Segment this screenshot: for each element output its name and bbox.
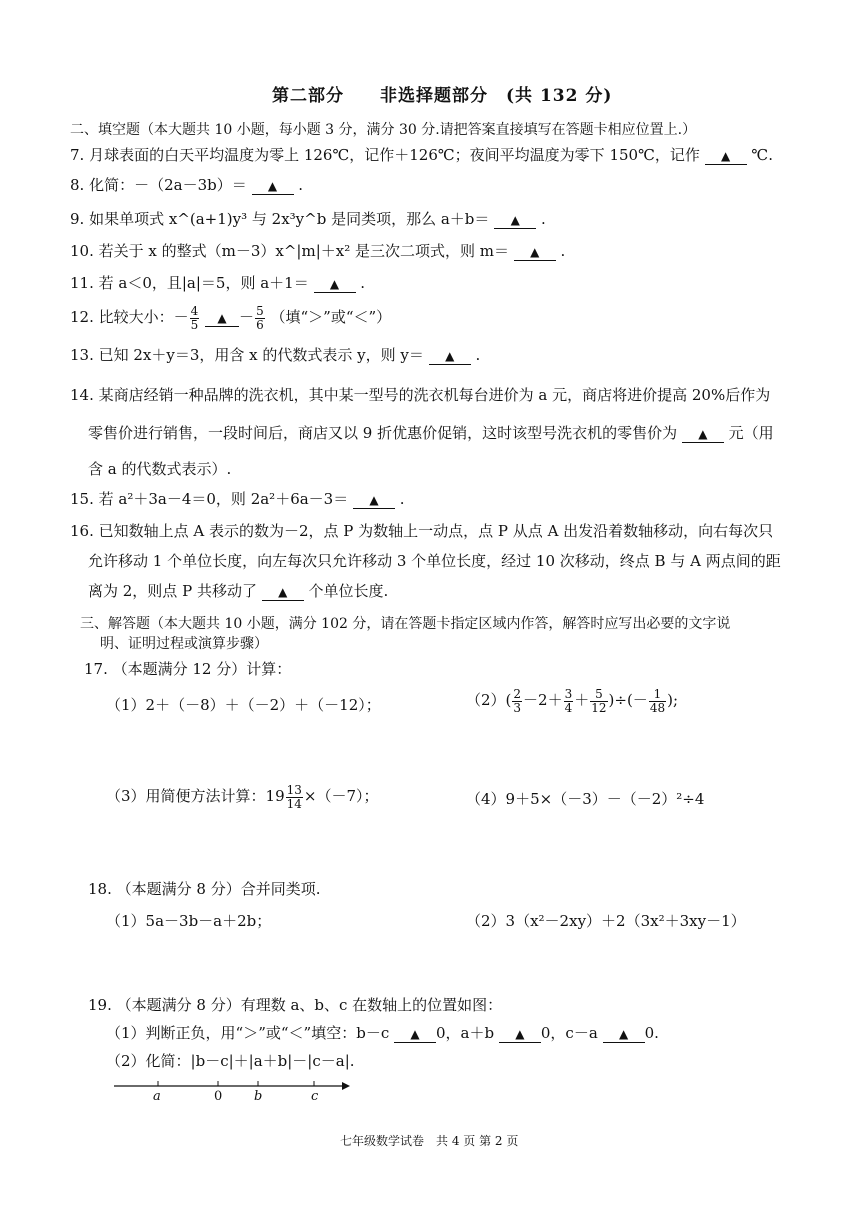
q17-p2-prefix: （2）( [466,691,512,710]
q17-p2-mid3: )÷(－ [608,691,648,710]
q17-p2-tail: ); [667,691,678,710]
question-8 [70,176,303,195]
axis-label-a: a [153,1089,161,1104]
question-11-tail: . [360,274,366,292]
q19-p1-c: 0，c－a [540,1024,598,1042]
page-title: 第二部分 非选择题部分 (共 132 分) [272,86,613,106]
question-13-tail: . [475,346,481,364]
section-three-heading-2: 明、证明过程或演算步骤） [100,636,268,652]
question-19-part2: （2）化简：|b－c|＋|a＋b|－|c－a|. [106,1052,355,1070]
question-19-title: 19. （本题满分 8 分）有理数 a、b、c 在数轴上的位置如图： [88,996,503,1014]
axis-label-b: b [254,1089,263,1104]
number-line-arrow [342,1082,350,1090]
question-10-tail: . [560,242,566,260]
q19-p1-a: （1）判断正负，用“＞”或“＜”填空：b－c [106,1024,390,1042]
answer-blank-15: ▲ [353,493,395,509]
question-15 [70,490,405,509]
question-17-part2 [466,688,678,714]
axis-label-c: c [311,1089,319,1104]
question-13-text: 13. 已知 2x＋y＝3，用含 x 的代数式表示 y，则 y＝ [70,346,424,364]
answer-blank-19c: ▲ [603,1027,645,1043]
question-14-line1: 14. 某商店经销一种品牌的洗衣机，其中某一型号的洗衣机每台进价为 a 元，商店将进价提高 20%后作为 [70,386,771,404]
question-7-text: 7. 月球表面的白天平均温度为零上 126℃，记作＋126℃；夜间平均温度为零下 150℃，记作 [70,146,700,164]
question-14-line2-text: 零售价进行销售，一段时间后，商店又以 9 折优惠价促销，这时该型号洗衣机的零售价为 [88,424,678,442]
question-17-part3 [106,784,379,810]
question-16-line3-tail: 个单位长度. [308,582,389,600]
section-three-heading-1: 三、解答题（本大题共 10 小题，满分 102 分，请在答题卡指定区域内作答，解答时应写出必要的文字说 [80,616,731,632]
question-9-text: 9. 如果单项式 x^(a+1)y³ 与 2x³y^b 是同类项，那么 a＋b＝ [70,210,490,228]
question-19-part1 [106,1024,659,1043]
question-9-tail: . [540,210,546,228]
answer-blank-11: ▲ [314,277,356,293]
answer-blank-10: ▲ [514,245,556,261]
question-18-part2: （2）3（x²－2xy）＋2（3x²＋3xy－1） [466,912,746,930]
number-line [110,1074,370,1098]
answer-blank-14: ▲ [682,427,724,443]
question-12-tail: （填“＞”或“＜”） [270,308,392,327]
question-11 [70,274,365,293]
question-16-line2: 允许移动 1 个单位长度，向左每次只允许移动 3 个单位长度，经过 10 次移动，终点 B 与 A 两点间的距 [88,552,781,570]
question-17-part1: （1）2＋（－8）＋（－2）＋（－12）； [106,696,381,714]
question-15-tail: . [399,490,405,508]
question-12 [70,305,391,331]
answer-blank-19b: ▲ [499,1027,541,1043]
question-14-line2-tail: 元（用 [728,424,774,442]
section-two-heading: 二、填空题（本大题共 10 小题，每小题 3 分，满分 30 分.请把答案直接填写在答题卡相应位置上.） [70,122,697,138]
answer-blank-19a: ▲ [394,1027,436,1043]
page-footer: 七年级数学试卷 共 4 页 第 2 页 [340,1134,519,1148]
question-14-line2 [88,424,774,443]
answer-blank-7: ▲ [705,149,747,165]
q17-p2-mid1: －2＋ [523,691,563,710]
question-10 [70,242,565,261]
question-7 [70,146,773,165]
fraction-5-6: $\frac{5}{6}$ [256,304,264,332]
question-11-text: 11. 若 a＜0，且|a|＝5，则 a＋1＝ [70,274,309,292]
question-8-text: 8. 化简：－（2a－3b）＝ [70,176,247,194]
answer-blank-16: ▲ [262,585,304,601]
q17-p3-prefix: （3）用简便方法计算：19 [106,787,285,806]
q19-p1-b: 0，a＋b [436,1024,495,1042]
question-12-prefix: 12. 比较大小：－ [70,308,189,327]
answer-blank-9: ▲ [494,213,536,229]
question-8-tail: . [298,176,304,194]
fraction-1-48: $\frac{1}{48}$ [649,687,666,715]
q17-p3-tail: ×（－7）； [303,787,379,806]
fraction-13-14: $\frac{13}{14}$ [286,783,302,811]
axis-label-0: 0 [214,1089,223,1104]
question-16-line3-text: 离为 2，则点 P 共移动了 [88,582,257,600]
q19-p1-d: 0. [644,1024,659,1042]
question-18-part1: （1）5a－3b－a＋2b； [106,912,272,930]
question-18-title: 18. （本题满分 8 分）合并同类项. [88,880,321,898]
question-15-text: 15. 若 a²＋3a－4＝0，则 2a²＋6a－3＝ [70,490,349,508]
answer-blank-13: ▲ [429,349,471,365]
fraction-5-12: $\frac{5}{12}$ [591,687,607,715]
question-10-text: 10. 若关于 x 的整式（m－3）x^|m|＋x² 是三次二项式，则 m＝ [70,242,509,260]
fraction-3-4: $\frac{3}{4}$ [564,687,573,715]
question-16-line1: 16. 已知数轴上点 A 表示的数为－2，点 P 为数轴上一动点，点 P 从点 A 出发沿着数轴移动，向右每次只 [70,522,774,540]
answer-blank-12: ▲ [205,311,239,327]
fraction-4-5: $\frac{4}{5}$ [190,304,199,332]
question-17-part4: （4）9＋5×（－3）－（－2）²÷4 [466,790,705,808]
question-13 [70,346,480,365]
question-7-tail: ℃. [751,146,773,164]
question-16-line3 [88,582,388,601]
question-14-line3: 含 a 的代数式表示）. [88,460,232,478]
question-9 [70,210,546,229]
question-17-title: 17. （本题满分 12 分）计算： [84,660,292,678]
q17-p2-mid2: ＋ [574,691,590,710]
answer-blank-8: ▲ [252,179,294,195]
fraction-2-3: $\frac{2}{3}$ [513,687,522,715]
question-12-minus: － [239,308,255,327]
